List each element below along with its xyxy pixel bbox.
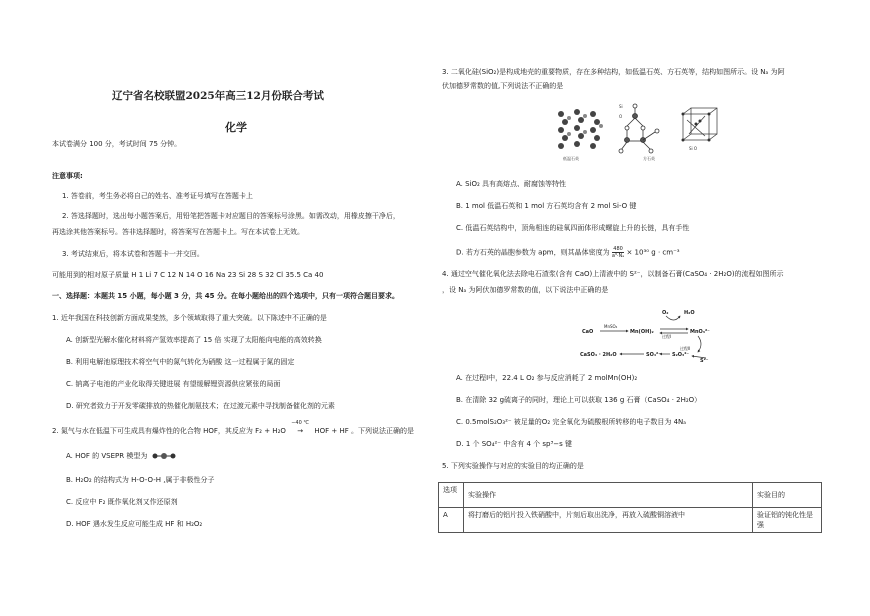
- q2-stem: [52, 420, 414, 436]
- q4-stem: 4. 通过空气催化氧化法去除电石渣浆(含有 CaO)上清液中的 S²⁻，以制备石膏(CaSO₄ · 2H₂O)的流程如图所示: [442, 270, 784, 278]
- exam-title: 辽宁省名校联盟2025年高三12月份联合考试: [112, 90, 324, 102]
- q1-option-d: D. 研究者致力于开发零碳排放的热催化制氨技术；在过渡元素中寻找制备催化剂的元素: [66, 402, 335, 410]
- reaction-arrow: −40 ℃ →: [288, 427, 312, 436]
- process-flow-diagram: [580, 306, 720, 364]
- q3-option-d: [456, 246, 680, 259]
- label-low-quartz: 低温石英: [563, 156, 579, 161]
- exam-info: 本试卷满分 100 分，考试时间 75 分钟。: [52, 140, 182, 148]
- notice-2: 2. 答选择题时，选出每小题答案后，用铅笔把答题卡对应题目的答案标号涂黑。如需改动，用橡皮擦干净后，: [62, 212, 400, 220]
- section-heading: 一、选择题：本题共 15 小题，每小题 3 分，共 45 分。在每小题给出的四个选项中，只有一项符合题目要求。: [52, 292, 399, 300]
- node-so4: SO₄²⁻: [646, 352, 661, 358]
- atomic-masses: 可能用到的相对原子质量 H 1 Li 7 C 12 N 14 O 16 Na 23 Si 28 S 32 Cl 35.5 Ca 40: [52, 271, 324, 279]
- label-si-o: Si O: [689, 146, 698, 151]
- q3-option-a: A. SiO₂ 具有高熔点、耐腐蚀等特性: [456, 180, 567, 188]
- table-header-row: [439, 483, 822, 508]
- node-cao: CaO: [582, 329, 594, 335]
- density-unit: × 10³⁰ g · cm⁻³: [626, 248, 680, 257]
- q3-option-c: C. 低温石英结构中，顶角相连的硅氧四面体形成螺旋上升的长链，具有手性: [456, 224, 690, 232]
- q4-option-a: A. 在过程Ⅰ中，22.4 L O₂ 参与反应消耗了 2 molMn(OH)₂: [456, 374, 638, 382]
- q2-option-d: D. HOF 遇水发生反应可能生成 HF 和 H₂O₂: [66, 520, 203, 528]
- cristobalite-structure: [619, 104, 659, 153]
- row-purpose: [753, 508, 822, 533]
- q2-option-b: B. H₂O₂ 的结构式为 H-O-O-H ,属于非极性分子: [66, 476, 215, 484]
- row-purpose-line-1: 验证铝的钝化性是: [757, 511, 813, 519]
- label-si: Si: [619, 104, 623, 109]
- header-option: 选项: [439, 483, 464, 508]
- label-process1: 过程Ⅰ: [662, 334, 672, 339]
- q4-option-c: C. 0.5molS₂O₃²⁻ 被足量的O₂ 完全氧化为硫酸根所转移的电子数目为 4Nₐ: [456, 418, 687, 426]
- label-o2: O₂: [662, 310, 669, 316]
- node-mnoh2: Mn(OH)₂: [630, 329, 654, 335]
- q4-option-d: D. 1 个 SO₄²⁻ 中含有 4 个 sp³−s 键: [456, 440, 572, 448]
- q4-stem-2: ，设 Nₐ 为阿伏加德罗常数的值，以下说法中正确的是: [442, 286, 609, 294]
- row-option: A: [439, 508, 464, 533]
- label-cristobalite: 方石英: [643, 156, 655, 161]
- notice-3: 3. 考试结束后，将本试卷和答题卡一并交回。: [62, 250, 204, 258]
- q4-option-b: B. 在清除 32 g硫离子的同时，理论上可以获取 136 g 石膏（CaSO₄ · 2H₂O）: [456, 396, 702, 404]
- node-s2: S²⁻: [700, 358, 709, 364]
- q1-option-b: B. 利用电解池原理技术将空气中的氮气转化为硝酸 这一过程属于氮的固定: [66, 358, 295, 366]
- notice-1: 1. 答卷前，考生务必将自己的姓名、准考证号填写在答题卡上: [62, 192, 253, 200]
- density-numerator: 480: [613, 246, 623, 252]
- density-fraction: [612, 246, 624, 259]
- q3-stem-2: 伏加德罗常数的值,下列说法不正确的是: [442, 82, 564, 90]
- node-caso4: CaSO₄ · 2H₂O: [580, 352, 617, 358]
- exam-subject: 化学: [225, 121, 247, 134]
- label-o: O: [619, 114, 623, 119]
- silica-structure-figure: [555, 96, 735, 166]
- density-denominator: a³·Nₐ: [611, 253, 625, 259]
- q2-stem-pre: 2. 氮气与水在低温下可生成具有爆炸性的化合物 HOF，其反应为 F₂ + H₂O: [52, 427, 286, 435]
- q5-stem: 5. 下列实验操作与对应的实验目的均正确的是: [442, 462, 584, 470]
- q3-option-b: B. 1 mol 低温石英和 1 mol 方石英均含有 2 mol Si-O 键: [456, 202, 637, 210]
- unit-cell-cube: [683, 108, 717, 140]
- experiment-table: [438, 482, 822, 533]
- q2-option-a-text: A. HOF 的 VSEPR 模型为: [66, 452, 148, 460]
- header-operation: 实验操作: [464, 483, 753, 508]
- table-row: [439, 508, 822, 533]
- q3-stem: 3. 二氧化硅(SiO₂)是构成地壳的重要物质，存在多种结构，如低温石英、方石英等，结构如图所示。设 Nₐ 为阿: [442, 68, 785, 76]
- low-quartz-structure: [558, 109, 603, 149]
- q1-option-a: A. 创新型光解水催化材料将产氢效率提高了 15 倍 实现了太阳能向电能的高效转换: [66, 336, 322, 344]
- header-purpose: 实验目的: [753, 483, 822, 508]
- node-mno3: MnO₃²⁻: [690, 329, 710, 335]
- q2-stem-post: HOF + HF 。下列说法正确的是: [314, 427, 414, 435]
- label-process2: 过程Ⅱ: [680, 346, 690, 351]
- q2-option-c: C. 反应中 F₂ 既作氧化剂又作还原剂: [66, 498, 178, 506]
- q1-stem: 1. 近年我国在科技创新方面成果斐然，多个领域取得了重大突破。以下陈述中不正确的是: [52, 314, 327, 322]
- label-mnso4: MnSO₄: [604, 324, 618, 329]
- label-h2o: H₂O: [684, 310, 695, 316]
- node-s2o3: S₂O₃²⁻: [672, 352, 690, 358]
- q3-option-d-text: D. 若方石英的晶胞参数为 apm，则其晶体密度为: [456, 248, 610, 257]
- q1-option-c: C. 钠离子电池的产业化取得关键进展 有望缓解锂资源供应紧张的局面: [66, 380, 281, 388]
- row-operation: 将打磨后的铝片投入铁硝酸中，片刻后取出洗净，再放入硫酸铜溶液中: [464, 508, 753, 533]
- notice-2-cont: 再选涂其他答案标号。答非选择题时，将答案写在答题卡上。写在本试卷上无效。: [52, 228, 304, 236]
- vsepr-model-icon: [150, 452, 176, 460]
- q2-option-a: [66, 452, 176, 461]
- reaction-condition: −40 ℃: [291, 420, 309, 426]
- row-purpose-line-2: 强: [757, 521, 764, 529]
- notice-heading: 注意事项:: [52, 172, 83, 180]
